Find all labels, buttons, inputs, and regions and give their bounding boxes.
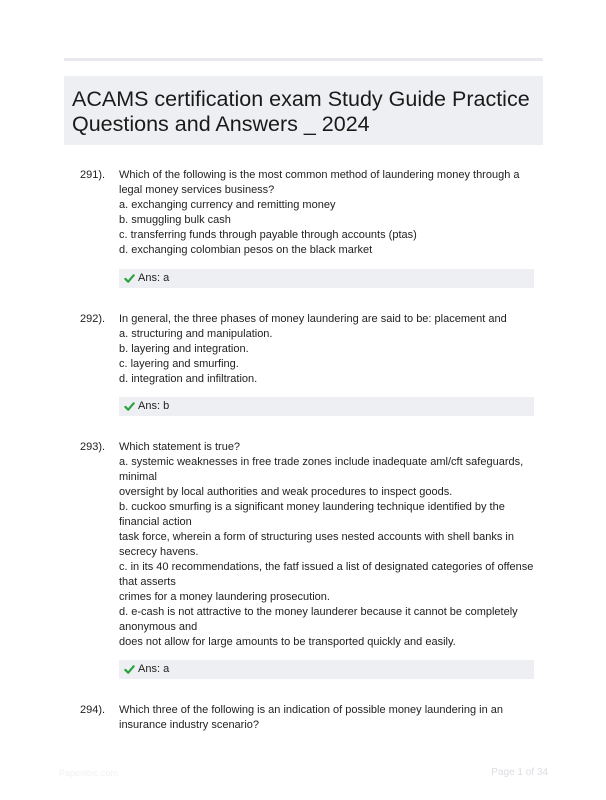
question-body: [119, 168, 531, 258]
document-title: [72, 87, 535, 137]
question-number: 291).: [80, 169, 106, 181]
question-text: insurance industry scenario?: [119, 719, 260, 731]
option-c: c. layering and smurfing.: [119, 358, 239, 370]
option-b: task force, wherein a form of structuring uses nested accounts with shell banks in: [119, 531, 514, 543]
page-number: Page 1 of 34: [491, 767, 548, 778]
check-icon: [124, 664, 135, 675]
option-c: that asserts: [119, 576, 176, 588]
option-a: a. exchanging currency and remitting money: [119, 199, 336, 211]
footer-watermark: Paperlibic.com: [59, 768, 119, 778]
option-a: oversight by local authorities and weak procedures to inspect goods.: [119, 486, 453, 498]
option-b: b. layering and integration.: [119, 343, 249, 355]
question-body: [119, 703, 531, 733]
answer-text: Ans: a: [138, 663, 170, 675]
question-text: Which three of the following is an indication of possible money laundering in an: [119, 704, 504, 716]
option-d: does not allow for large amounts to be transported quickly and easily.: [119, 636, 456, 648]
answer-box: [119, 397, 534, 416]
option-c: c. transferring funds through payable through accounts (ptas): [119, 229, 417, 241]
option-c: crimes for a money laundering prosecution.: [119, 591, 330, 603]
option-d: d. exchanging colombian pesos on the black market: [119, 244, 373, 256]
answer-box: [119, 660, 534, 679]
question-body: [119, 440, 534, 650]
answer-text: Ans: a: [138, 272, 170, 284]
check-icon: [124, 401, 135, 412]
option-a: minimal: [119, 471, 157, 483]
option-b: b. smuggling bulk cash: [119, 214, 231, 226]
title-box: [64, 76, 543, 145]
option-b: b. cuckoo smurfing is a significant money laundering technique identified by the: [119, 501, 505, 513]
option-c: c. in its 40 recommendations, the fatf issued a list of designated categories of offense: [119, 561, 534, 573]
question-body: [119, 312, 531, 387]
question-text: Which of the following is the most common method of laundering money through a: [119, 169, 520, 181]
question-text: Which statement is true?: [119, 441, 241, 453]
option-b: financial action: [119, 516, 192, 528]
option-a: a. systemic weaknesses in free trade zones include inadequate aml/cft safeguards,: [119, 456, 524, 468]
answer-text: Ans: b: [138, 400, 170, 412]
title-line: ACAMS certification exam Study Guide Practice: [72, 87, 530, 111]
question-number: 292).: [80, 313, 106, 325]
question-text: In general, the three phases of money laundering are said to be: placement and: [119, 313, 507, 325]
answer-box: [119, 269, 534, 288]
top-divider: [64, 58, 543, 61]
option-b: secrecy havens.: [119, 546, 199, 558]
question-text: legal money services business?: [119, 184, 275, 196]
option-d: anonymous and: [119, 621, 198, 633]
question-number: 294).: [80, 704, 106, 716]
question-number: 293).: [80, 441, 106, 453]
option-d: d. integration and infiltration.: [119, 373, 258, 385]
option-d: d. e-cash is not attractive to the money launderer because it cannot be completely: [119, 606, 518, 618]
option-a: a. structuring and manipulation.: [119, 328, 273, 340]
title-line: Questions and Answers _ 2024: [72, 112, 370, 136]
check-icon: [124, 273, 135, 284]
